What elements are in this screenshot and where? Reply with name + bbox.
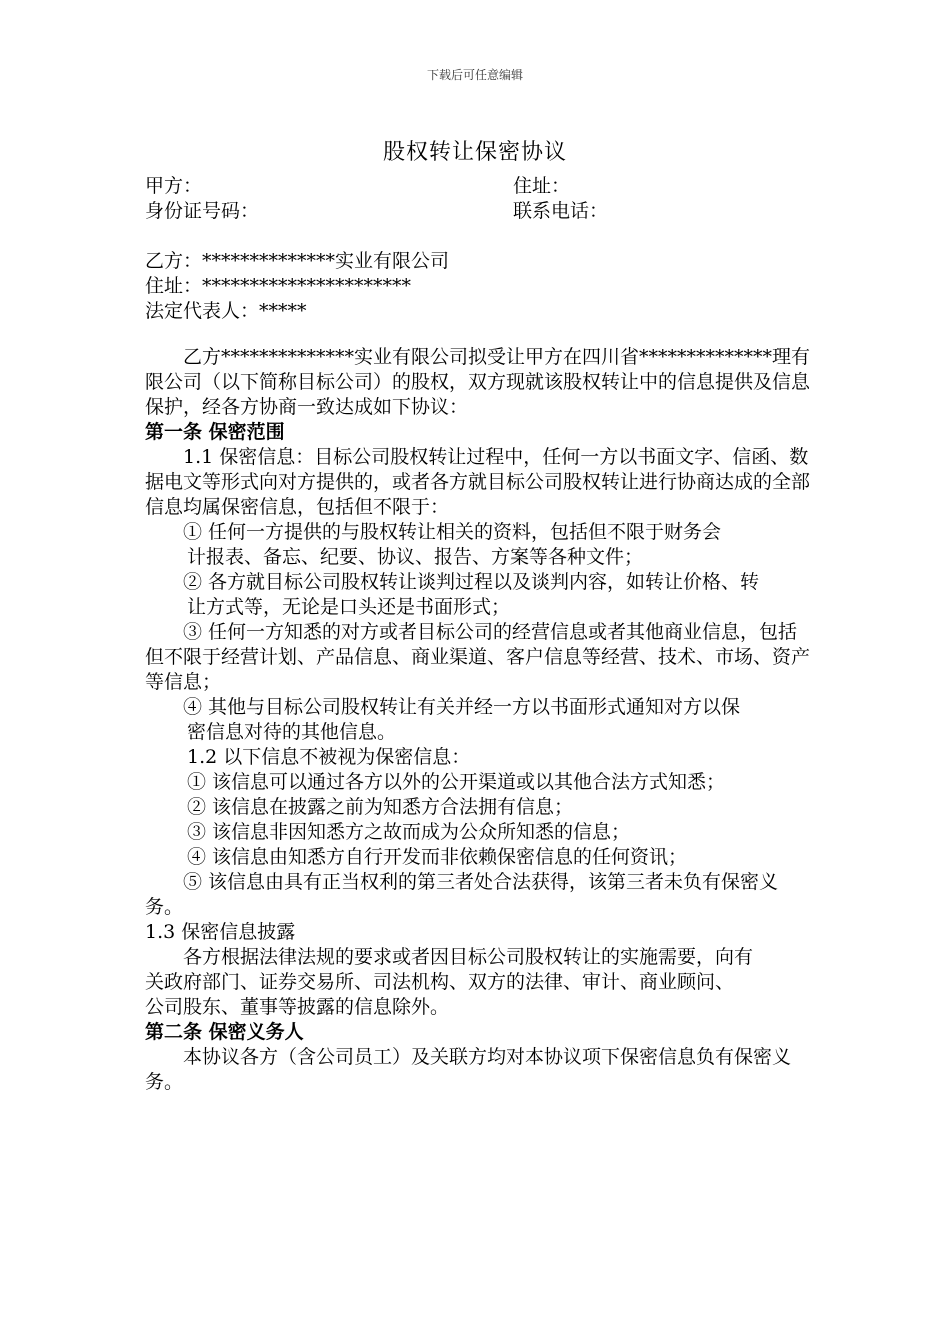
paragraph: ③ 任何一方知悉的对方或者目标公司的经营信息或者其他商业信息，包括但不限于经营计划、产品信息、商业渠道、客户信息等经营、技术、市场、资产等信息； [145,621,811,693]
paragraph: ① 该信息可以通过各方以外的公开渠道或以其他合法方式知悉； [187,771,726,793]
section-heading: 第二条 保密义务人 [145,1021,304,1043]
paragraph: 密信息对待的其他信息。 [187,721,397,743]
party-a-row-2 [145,199,845,224]
paragraph: ① 任何一方提供的与股权转让相关的资料，包括但不限于财务会 [183,521,722,543]
agreement-body [145,345,810,1095]
paragraph: ② 该信息在披露之前为知悉方合法拥有信息； [187,796,574,818]
paragraph: 让方式等，无论是口头还是书面形式； [187,596,511,618]
party-a-row-1 [145,174,845,199]
party-a-phone-label: 联系电话： [513,200,609,222]
paragraph: ④ 其他与目标公司股权转让有关并经一方以书面形式通知对方以保 [183,696,741,718]
page-header: 下载后可任意编辑 [426,68,523,82]
paragraph: 本协议各方（含公司员工）及关联方均对本协议项下保密信息负有保密义务。 [145,1046,792,1093]
paragraph: 公司股东、董事等披露的信息除外。 [145,996,450,1018]
paragraph: 计报表、备忘、纪要、协议、报告、方案等各种文件； [187,546,644,568]
party-b-address: 住址：********************** [145,275,412,297]
party-a-address-label: 住址： [513,175,571,197]
paragraph: 各方根据法律法规的要求或者因目标公司股权转让的实施需要，向有 [183,946,754,968]
paragraph: ④ 该信息由知悉方自行开发而非依赖保密信息的任何资讯； [187,846,688,868]
paragraph: 1.2 以下信息不被视为保密信息： [187,746,471,768]
paragraph: 1.3 保密信息披露 [145,921,296,943]
party-a-name-label: 甲方： [145,175,203,197]
paragraph: 1.1 保密信息：目标公司股权转让过程中，任何一方以书面文字、信函、数据电文等形式向对方提供的，或者各方就目标公司股权转让进行协商达成的全部信息均属保密信息，包括但不限于： [145,446,811,518]
paragraph: 关政府部门、证券交易所、司法机构、双方的法律、审计、商业顾问、 [145,971,735,993]
paragraph: 乙方**************实业有限公司拟受让甲方在四川省**************理有限公司（以下简称目标公司）的股权，双方现就该股权转让中的信息提供及信息保护，经各方协商一致达成如下协议： [145,346,811,418]
section-heading: 第一条 保密范围 [145,421,285,443]
paragraph: ② 各方就目标公司股权转让谈判过程以及谈判内容，如转让价格、转 [183,571,760,593]
party-b-name: 乙方：**************实业有限公司 [145,250,450,272]
paragraph: ⑤ 该信息由具有正当权利的第三者处合法获得，该第三者未负有保密义务。 [145,871,779,918]
party-b-rep: 法定代表人：***** [145,300,307,322]
document-title: 股权转让保密协议 [382,140,567,165]
paragraph: ③ 该信息非因知悉方之故而成为公众所知悉的信息； [187,821,631,843]
party-a-id-label: 身份证号码： [145,200,260,222]
